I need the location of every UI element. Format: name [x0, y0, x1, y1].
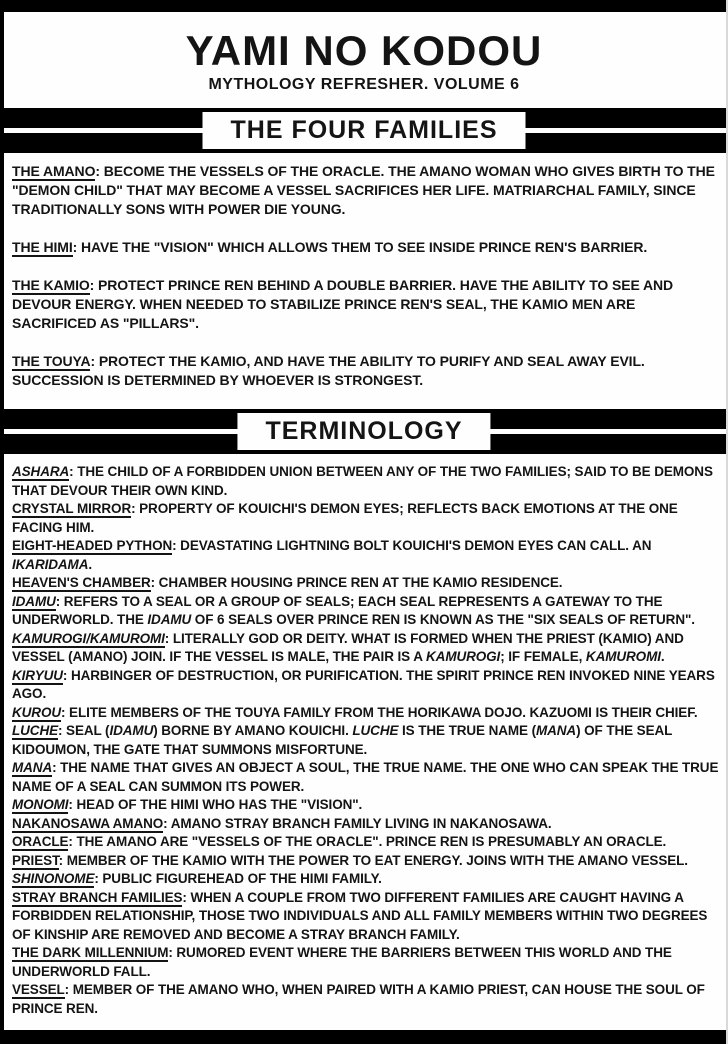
term-colon: :	[61, 704, 70, 720]
term-definition: LITERALLY GOD OR DEITY. WHAT IS FORMED WHEN THE PRIEST (KAMIO) AND VESSEL (AMANO) JOIN. IF THE VESSEL IS MALE, THE PAIR IS A	[12, 630, 684, 664]
term-definition: IKARIDAMA	[12, 556, 89, 572]
term-definition: OF 6 SEALS OVER PRINCE REN IS KNOWN AS THE "SIX SEALS OF RETURN".	[191, 612, 695, 627]
term-definition: REFERS TO A SEAL OR A GROUP OF SEALS; EACH SEAL REPRESENTS A GATEWAY TO THE UNDERWORLD. THE	[12, 593, 663, 627]
term-colon: :	[68, 797, 77, 812]
term-definition: IDAMU	[147, 612, 192, 627]
term-entry	[12, 944, 720, 981]
term-colon: :	[58, 723, 67, 738]
top-border-bar	[0, 0, 728, 12]
term-entry	[12, 981, 720, 1018]
term-definition: PROTECT THE KAMIO, AND HAVE THE ABILITY TO PURIFY AND SEAL AWAY EVIL. SUCCESSION IS DETERMINED BY WHOEVER IS STRONGEST.	[12, 353, 645, 388]
term-definition: HARBINGER OF DESTRUCTION, OR PURIFICATION. THE SPIRIT PRINCE REN INVOKED NINE YEARS AGO.	[12, 667, 715, 701]
term-name: ASHARA	[12, 464, 70, 479]
term-definition: HAVE THE "VISION" WHICH ALLOWS THEM TO SEE INSIDE PRINCE REN'S BARRIER.	[81, 239, 648, 255]
left-border-bar	[0, 0, 4, 1044]
term-entry	[12, 759, 720, 796]
term-definition: KAMUROMI	[585, 649, 661, 664]
term-name: THE AMANO	[12, 163, 96, 179]
term-colon: :	[172, 538, 181, 553]
term-entry	[12, 574, 720, 593]
term-colon: :	[163, 815, 171, 831]
page-title: YAMI NO KODOU	[185, 27, 543, 74]
term-colon: :	[131, 501, 140, 516]
section-band-terminology	[0, 409, 728, 454]
term-colon: :	[69, 464, 78, 479]
term-definition: .	[660, 649, 665, 664]
term-name: KIRYUU	[12, 667, 63, 683]
term-colon: :	[94, 871, 103, 886]
term-definition: ELITE MEMBERS OF THE TOUYA FAMILY FROM THE HORIKAWA DOJO. KAZUOMI IS THEIR CHIEF.	[69, 704, 698, 720]
term-name: ORACLE	[12, 834, 69, 849]
term-name: THE DARK MILLENNIUM	[12, 945, 169, 960]
term-definition: .	[88, 556, 92, 572]
term-entry	[12, 870, 720, 889]
term-entry	[12, 162, 720, 219]
term-definition: MANA	[535, 723, 577, 738]
term-definition: THE NAME THAT GIVES AN OBJECT A SOUL, THE TRUE NAME. THE ONE WHO CAN SPEAK THE TRUE NAME OF A SEAL CAN SUMMON ITS POWER.	[12, 760, 719, 794]
term-entry	[12, 889, 720, 945]
term-entry	[12, 667, 720, 704]
term-name: SHINONOME	[12, 871, 95, 886]
section-band-four-families	[0, 108, 728, 153]
term-colon: :	[68, 834, 77, 849]
term-name: NAKANOSAWA AMANO	[12, 815, 164, 831]
term-entry	[12, 815, 720, 834]
term-colon: :	[62, 667, 71, 683]
term-definition: HEAD OF THE HIMI WHO HAS THE "VISION".	[76, 797, 363, 812]
term-colon: :	[90, 353, 99, 369]
term-name: PRIEST	[12, 852, 59, 868]
term-definition: PROTECT PRINCE REN BEHIND A DOUBLE BARRIER. HAVE THE ABILITY TO SEE AND DEVOUR ENERGY. WHEN NEEDED TO STABILIZE PRINCE REN'S SEAL, THE KAMIO MEN ARE SACRIFICED AS "PILLARS".	[12, 277, 673, 331]
term-definition: PUBLIC FIGUREHEAD OF THE HIMI FAMILY.	[102, 871, 382, 886]
term-definition: ; IF FEMALE,	[500, 649, 586, 664]
term-entry	[12, 833, 720, 852]
term-definition: ) BORNE BY AMANO KOUICHI.	[153, 723, 353, 738]
section-heading-terminology: TERMINOLOGY	[237, 413, 490, 450]
term-definition: THE AMANO ARE "VESSELS OF THE ORACLE". PRINCE REN IS PRESUMABLY AN ORACLE.	[76, 834, 667, 849]
term-entry	[12, 796, 720, 815]
term-entry	[12, 500, 720, 537]
section-terminology	[0, 454, 728, 1018]
term-definition: PROPERTY OF KOUICHI'S DEMON EYES; REFLECTS BACK EMOTIONS AT THE ONE FACING HIM.	[12, 501, 678, 535]
page-subtitle: MYTHOLOGY REFRESHER. VOLUME 6	[208, 76, 520, 93]
section-heading-four-families: THE FOUR FAMILIES	[203, 112, 526, 149]
term-definition: WHEN A COUPLE FROM TWO DIFFERENT FAMILIES ARE CAUGHT HAVING A FORBIDDEN RELATIONSHIP, THOSE TWO INDIVIDUALS AND ALL FAMILY MEMBERS WITHIN TWO DEGREES OF KINSHIP ARE REMOVED AND BECOME A STRAY BRANCH FAMILY.	[12, 889, 708, 942]
term-colon: :	[55, 593, 64, 609]
page-header	[0, 0, 728, 94]
term-colon: :	[64, 982, 73, 997]
term-name: MANA	[12, 760, 53, 775]
term-entry	[12, 463, 720, 500]
term-name: STRAY BRANCH FAMILIES	[12, 889, 183, 905]
term-name: KAMUROGI/KAMUROMI	[12, 630, 165, 646]
term-definition: AMANO STRAY BRANCH FAMILY LIVING IN NAKANOSAWA.	[170, 815, 552, 831]
term-entry	[12, 722, 720, 759]
term-colon: :	[164, 630, 173, 646]
term-name: VESSEL	[12, 982, 65, 997]
term-colon: :	[72, 239, 82, 255]
term-entry	[12, 238, 720, 257]
term-entry	[12, 852, 720, 871]
term-definition: MEMBER OF THE KAMIO WITH THE POWER TO EAT ENERGY. JOINS WITH THE AMANO VESSEL.	[66, 852, 688, 868]
term-name: CRYSTAL MIRROR	[12, 501, 132, 516]
term-name: THE HIMI	[12, 239, 73, 255]
term-definition: RUMORED EVENT WHERE THE BARRIERS BETWEEN THIS WORLD AND THE UNDERWORLD FALL.	[12, 945, 672, 979]
term-definition: BECOME THE VESSELS OF THE ORACLE. THE AMANO WOMAN WHO GIVES BIRTH TO THE "DEMON CHILD" THAT MAY BECOME A VESSEL SACRIFICES HER LIFE. MATRIARCHAL FAMILY, SINCE TRADITIONALLY SONS WITH POWER DIE YOUNG.	[12, 163, 715, 217]
term-entry	[12, 630, 720, 667]
term-entry	[12, 537, 720, 574]
term-name: KUROU	[12, 704, 61, 720]
term-definition: KAMUROGI	[426, 649, 501, 664]
term-entry	[12, 276, 720, 333]
term-colon: :	[95, 163, 104, 179]
term-definition: ) OF THE SEAL KIDOUMON, THE GATE THAT SUMMONS MISFORTUNE.	[12, 723, 673, 757]
term-name: IDAMU	[12, 593, 56, 609]
term-definition: MEMBER OF THE AMANO WHO, WHEN PAIRED WITH A KAMIO PRIEST, CAN HOUSE THE SOUL OF PRINCE REN.	[12, 982, 705, 1016]
term-colon: :	[150, 575, 159, 590]
term-entry	[12, 352, 720, 390]
term-definition: IDAMU	[109, 723, 154, 738]
term-name: EIGHT-HEADED PYTHON	[12, 538, 173, 553]
term-name: THE TOUYA	[12, 353, 91, 369]
section-four-families	[0, 153, 728, 390]
term-colon: :	[182, 889, 191, 905]
term-name: MONOMI	[12, 797, 69, 812]
term-definition: CHAMBER HOUSING PRINCE REN AT THE KAMIO RESIDENCE.	[158, 575, 563, 590]
term-definition: SEAL (	[66, 723, 110, 738]
term-name: HEAVEN'S CHAMBER	[12, 575, 151, 590]
term-definition: DEVASTATING LIGHTNING BOLT KOUICHI'S DEMON EYES CAN CALL. AN	[180, 538, 652, 553]
term-definition: THE CHILD OF A FORBIDDEN UNION BETWEEN ANY OF THE TWO FAMILIES; SAID TO BE DEMONS THAT DEVOUR THEIR OWN KIND.	[12, 464, 713, 498]
term-colon: :	[52, 760, 61, 775]
term-entry	[12, 704, 720, 723]
term-name: LUCHE	[12, 723, 58, 738]
term-colon: :	[168, 945, 177, 960]
term-name: THE KAMIO	[12, 277, 90, 293]
term-entry	[12, 593, 720, 630]
term-colon: :	[89, 277, 99, 293]
term-definition: IS THE TRUE NAME (	[398, 723, 536, 738]
term-colon: :	[58, 852, 67, 868]
bottom-border-bar	[0, 1030, 728, 1044]
term-definition: LUCHE	[352, 723, 399, 738]
